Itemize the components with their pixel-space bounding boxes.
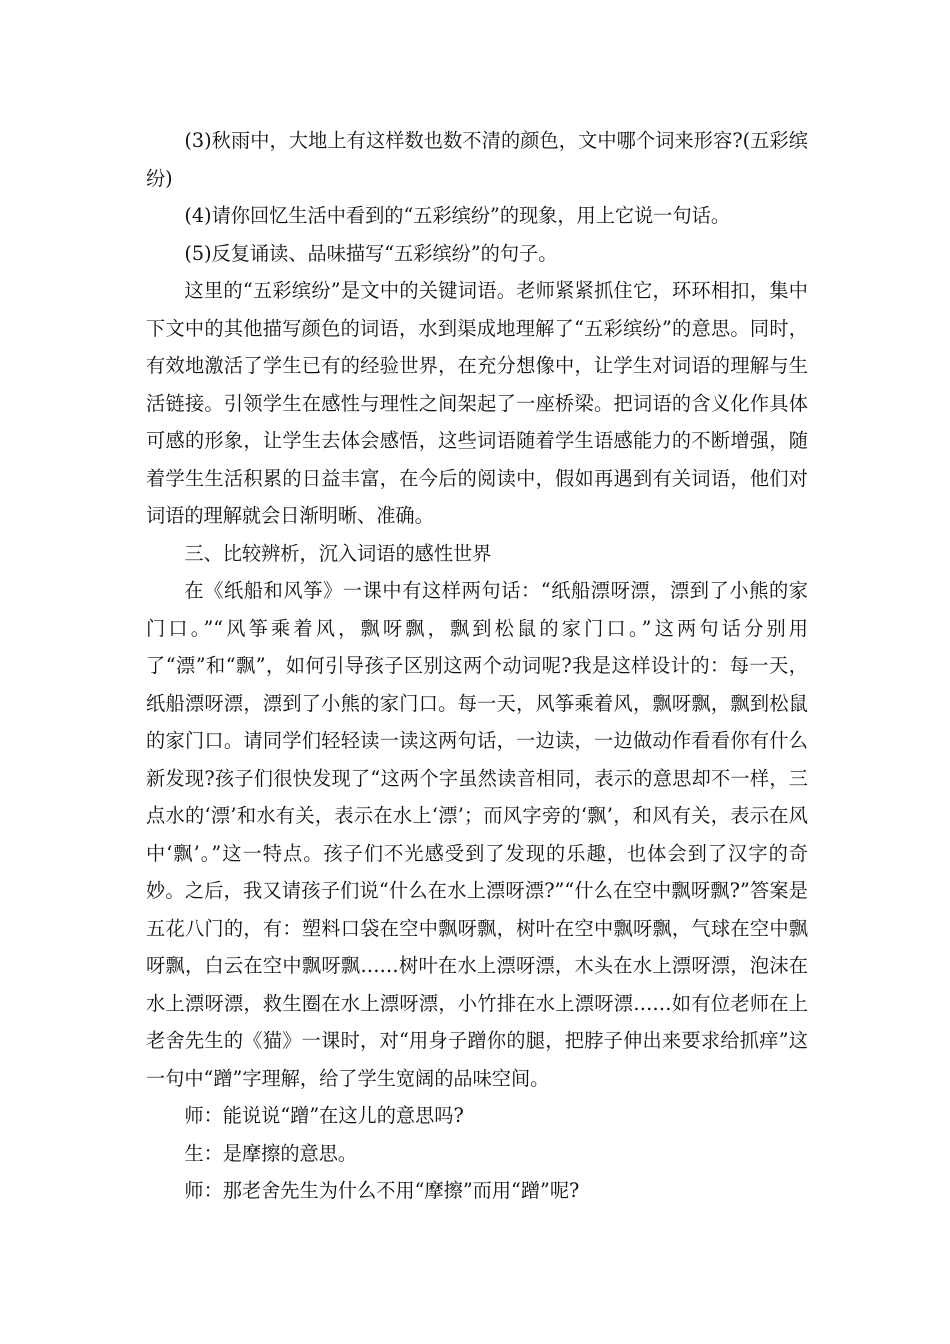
section-heading: 三、比较辨析，沉入词语的感性世界 [184,541,492,565]
paragraph-example: 在《纸船和风筝》一课中有这样两句话：“纸船漂呀漂，漂到了小熊的家门口。”“风筝乘着风，飘呀飘，飘到松鼠的家门口。”这两句话分别用了“漂”和“飘”，如何引导孩子区别这两个动词呢?我是这样设计的：每一天，纸船漂呀漂，漂到了小熊的家门口。每一天，风筝乘着风，飘呀飘，飘到松鼠的家门口。请同学们轻轻读一读这两句话，一边读，一边做动作看看你有什么新发现?孩子们很快发现了“这两个字虽然读音相同，表示的意思却不一样，三点水的‘漂’和水有关，表示在水上‘漂’；而风字旁的‘飘’，和风有关，表示在风中‘飘’。”这一特点。孩子们不光感受到了发现的乐趣，也体会到了汉字的奇妙。之后，我又请孩子们说“什么在水上漂呀漂?”“什么在空中飘呀飘?”答案是五花八门的，有：塑料口袋在空中飘呀飘，树叶在空中飘呀飘，气球在空中飘呀飘，白云在空中飘呀飘……树叶在水上漂呀漂，木头在水上漂呀漂，泡沫在水上漂呀漂，救生圈在水上漂呀漂，小竹排在水上漂呀漂……如有位老师在上老舍先生的《猫》一课时，对“用身子蹭你的腿，把脖子伸出来要求给抓痒”这一句中“蹭”字理解，给了学生宽阔的品味空间。 [146,579,808,1090]
paragraph-analysis: 这里的“五彩缤纷”是文中的关键词语。老师紧紧抓住它，环环相扣，集中下文中的其他描写颜色的词语，水到渠成地理解了“五彩缤纷”的意思。同时，有效地激活了学生已有的经验世界，在充分想像中，让学生对词语的理解与生活链接。引领学生在感性与理性之间架起了一座桥梁。把词语的含义化作具体可感的形象，让学生去体会感悟，这些词语随着学生语感能力的不断增强，随着学生生活积累的日益丰富，在今后的阅读中，假如再遇到有关词语，他们对词语的理解就会日渐明晰、准确。 [146,279,808,527]
paragraph-question-3: (3)秋雨中，大地上有这样数也数不清的颜色，文中哪个词来形容?(五彩缤纷) [146,129,808,190]
dialogue-teacher-2: 师：那老舍先生为什么不用“摩擦”而用“蹭”呢? [184,1179,580,1202]
paragraph-question-5: (5)反复诵读、品味描写“五彩缤纷”的句子。 [184,241,558,265]
dialogue-student-1: 生：是摩擦的意思。 [184,1141,358,1165]
document-body [146,122,808,1210]
dialogue-teacher-1: 师：能说说“蹭”在这儿的意思吗? [184,1104,464,1127]
paragraph-question-4: (4)请你回忆生活中看到的“五彩缤纷”的现象，用上它说一句话。 [184,204,731,227]
